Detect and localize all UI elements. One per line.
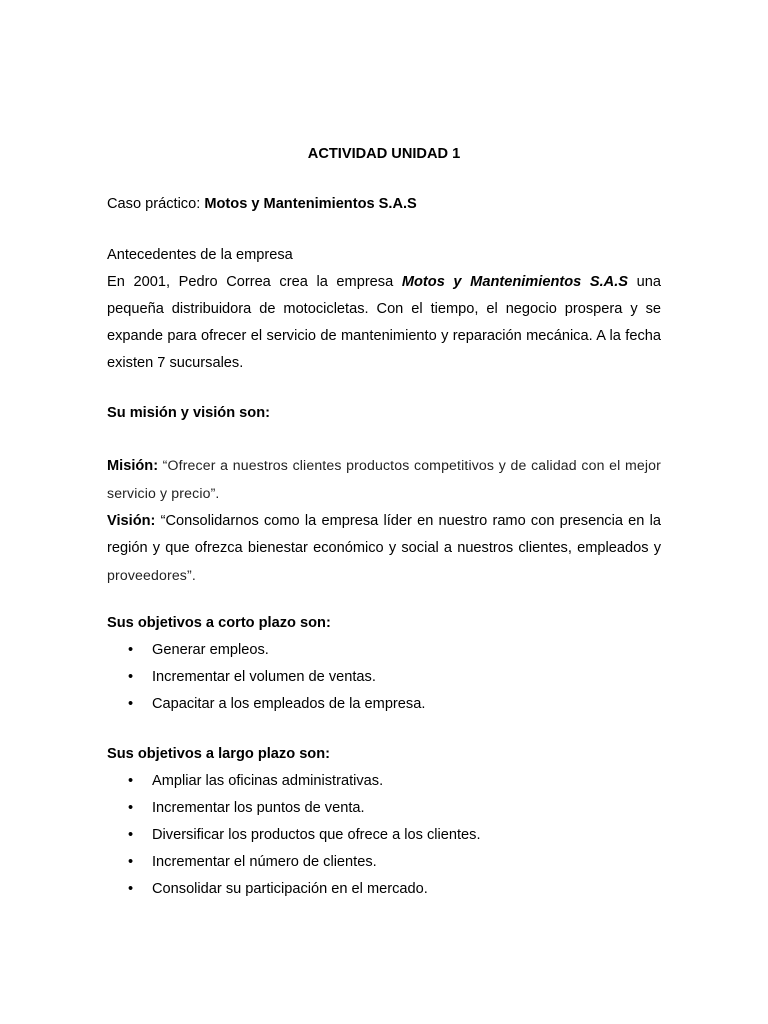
mission-vision-section — [107, 452, 661, 590]
long-term-list — [107, 768, 661, 903]
mission-label: Misión: — [107, 458, 159, 474]
list-item-text: Incrementar el volumen de ventas. — [152, 669, 376, 685]
document-title: ACTIVIDAD UNIDAD 1 — [307, 146, 461, 162]
list-item — [107, 664, 661, 691]
list-item-text: Diversificar los productos que ofrece a los clientes. — [152, 827, 481, 843]
vision-paragraph — [107, 508, 661, 590]
bullet-marker: • — [128, 696, 134, 712]
bullet-marker: • — [128, 854, 134, 870]
background-company-name: Motos y Mantenimientos S.A.S — [401, 274, 629, 290]
vision-text: “Consolidarnos como la empresa líder en nuestro ramo con presencia en la región y que ofrezca bienestar económico y social a nuestros clientes, empleados y — [107, 513, 661, 556]
background-section — [107, 242, 661, 377]
list-item-text: Incrementar los puntos de venta. — [152, 800, 365, 816]
list-item — [107, 876, 661, 903]
mission-vision-heading: Su misión y visión son: — [107, 405, 270, 421]
background-heading: Antecedentes de la empresa — [107, 247, 293, 263]
mission-paragraph — [107, 452, 661, 508]
background-text-before: En 2001, Pedro Correa crea la empresa — [107, 274, 402, 290]
short-term-section — [107, 610, 661, 718]
bullet-marker: • — [128, 881, 134, 897]
list-item-text: Consolidar su participación en el mercado. — [152, 881, 428, 897]
long-term-section — [107, 741, 661, 903]
bullet-marker: • — [128, 642, 134, 658]
short-term-heading: Sus objetivos a corto plazo son: — [107, 615, 331, 631]
vision-text-end: proveedores”. — [107, 567, 196, 583]
background-paragraph — [107, 269, 661, 377]
bullet-marker: • — [128, 827, 134, 843]
list-item — [107, 849, 661, 876]
list-item-text: Incrementar el número de clientes. — [152, 854, 377, 870]
case-company-name: Motos y Mantenimientos S.A.S — [204, 196, 417, 212]
background-text-after: una pequeña distribuidora de motocicletas. Con el tiempo, el negocio prospera y se expande para ofrecer el servicio de mantenimiento y reparación mecánica. A la fecha existen 7 sucursales. — [107, 274, 661, 371]
list-item-text: Capacitar a los empleados de la empresa. — [152, 696, 426, 712]
case-line — [107, 191, 661, 218]
document-page — [107, 0, 661, 1024]
list-item — [107, 637, 661, 664]
short-term-list — [107, 637, 661, 718]
vision-label: Visión: — [107, 513, 156, 529]
bullet-marker: • — [128, 669, 134, 685]
mission-vision-heading-block — [107, 400, 661, 427]
list-item — [107, 691, 661, 718]
list-item — [107, 822, 661, 849]
list-item-text: Generar empleos. — [152, 642, 269, 658]
bullet-marker: • — [128, 773, 134, 789]
list-item — [107, 768, 661, 795]
mission-text: “Ofrecer a nuestros clientes productos competitivos y de calidad con el mejor servicio y precio”. — [107, 457, 661, 501]
long-term-heading: Sus objetivos a largo plazo son: — [107, 746, 330, 762]
bullet-marker: • — [128, 800, 134, 816]
list-item — [107, 795, 661, 822]
case-prefix: Caso práctico: — [107, 196, 205, 212]
list-item-text: Ampliar las oficinas administrativas. — [152, 773, 384, 789]
